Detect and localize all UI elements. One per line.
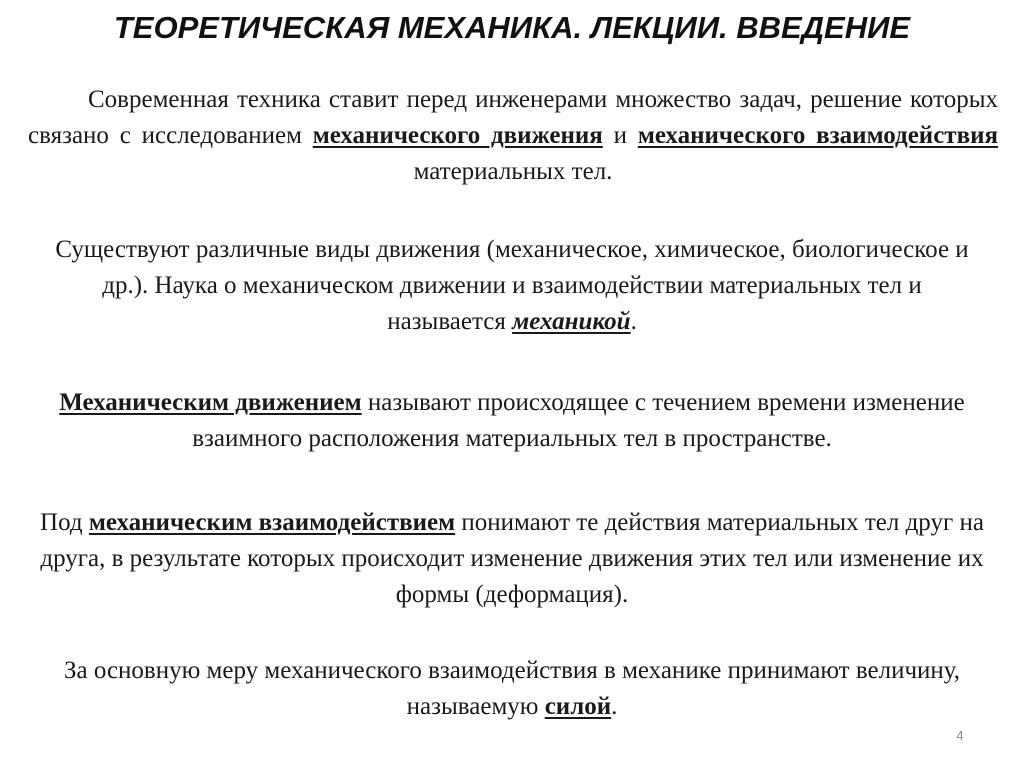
paragraph-text: и xyxy=(602,122,638,149)
paragraph-definition-motion xyxy=(40,385,984,457)
term-mechanics: механикой xyxy=(512,308,631,335)
page-number: 4 xyxy=(956,728,964,743)
slide-title: ТЕОРЕТИЧЕСКАЯ МЕХАНИКА. ЛЕКЦИИ. ВВЕДЕНИЕ xyxy=(113,10,911,45)
term-mechanical-interaction-definition: механическим взаимодействием xyxy=(88,509,456,536)
paragraph-text: . xyxy=(630,308,637,335)
term-force: силой xyxy=(544,693,612,720)
paragraph-kinds-of-motion xyxy=(40,232,984,340)
paragraph-text: понимают те действия материальных тел друг на друга, в результате которых происходит изменение движения этих тел или изменение их формы (деформация). xyxy=(40,509,984,608)
term-mechanical-motion-definition: Механическим движением xyxy=(59,389,362,416)
paragraph-text: Под xyxy=(40,509,89,536)
paragraph-text: Существуют различные виды движения (механическое, химическое, биологическое и др.). Наука о механическом движении и взаимодействии материальных тел и называется xyxy=(55,236,969,335)
paragraph-intro xyxy=(28,82,998,190)
term-mechanical-motion: механического движения xyxy=(312,122,603,149)
term-mechanical-interaction: механического взаимодействия xyxy=(637,122,999,149)
paragraph-definition-interaction xyxy=(30,505,994,613)
paragraph-text: . xyxy=(611,693,618,720)
paragraph-force xyxy=(30,653,994,725)
paragraph-text: Современная техника ставит перед инженерами множество задач, решение которых связано с исследованием xyxy=(28,86,998,149)
paragraph-text: материальных тел. xyxy=(413,158,613,185)
paragraph-text: За основную меру механического взаимодействия в механике принимают величину, называемую xyxy=(63,657,961,720)
paragraph-text: называют происходящее с течением времени изменение взаимного расположения материальных тел в пространстве. xyxy=(192,389,965,452)
